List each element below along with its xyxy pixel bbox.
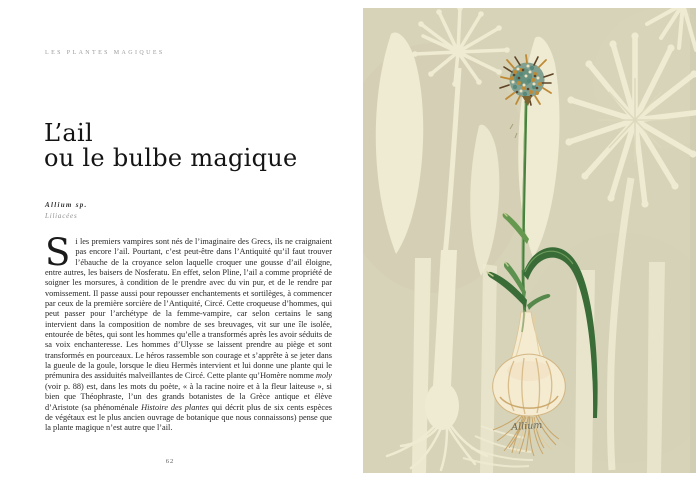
bulb-blush: [507, 361, 551, 381]
plate-caption: Allium: [510, 419, 543, 434]
title-line-1: L’ail: [44, 119, 93, 147]
allium-botanical-plate: [363, 8, 696, 473]
chapter-title: [44, 121, 298, 171]
right-page-plate: [363, 8, 696, 473]
species-name: Allium sp.: [45, 201, 88, 209]
running-head: LES PLANTES MAGIQUES: [45, 50, 165, 56]
paragraph-text: i les premiers vampires sont nés de l’imaginaire des Grecs, ils ne craignaient pas encore l’ail. Pourtant, c’est peut-être dans l’Antiquité qu’il faut trouver l’ébauche de la croyance selon laquelle croquer une gousse d’ail éloigne, entre autres, les baisers de Nosferatu. En effet, selon Pline, l’ail a comme propriété de soigner les morsures, à condition de le prendre avec du vin pur, et de le rendre par vomissement. Il passe aussi pour repousser enchantements et sortilèges, à commencer par ceux de la première sorcière de l’Antiquité, Circé. Cette croqueuse d’hommes, qui peut passer pour l’archétype de la femme-vampire, car selon certains le sang intervient dans la composition de nombre de ses breuvages, vit sur une île isolée, entourée de bêtes, qui sont les hommes qu’elle a transformés après les avoir séduits de sa voix enchanteresse. Les hommes d’Ulysse se laissent prendre au piège et sont transformés en pourceaux. Le héros rassemble son courage et s’apprête à se jeter dans la gueule de la goule, lorsque le dieu Hermès intervient et lui donne une plante qui le prémunira des assiduités malveillantes de Circé. Cette plante qu’Homère nomme moly (voir p. 88) est, dans les mots du poète, « à la racine noire et à la fleur laiteuse », si bien que Théophraste, l’un des grands botanistes de la Grèce antique et élève d’Aristote (sa phénoménale Histoire des plantes qui décrit plus de six cents espèces de végétaux est le plus ancien ouvrage de botanique que nous connaissons) pense que la plante magique n’est autre que l’ail.: [45, 237, 332, 433]
page-number: 62: [165, 458, 175, 465]
family-name: Liliacées: [45, 212, 78, 220]
title-line-2: ou le bulbe magique: [44, 144, 298, 172]
body-paragraph: [45, 231, 332, 434]
drop-cap: S: [45, 231, 71, 274]
